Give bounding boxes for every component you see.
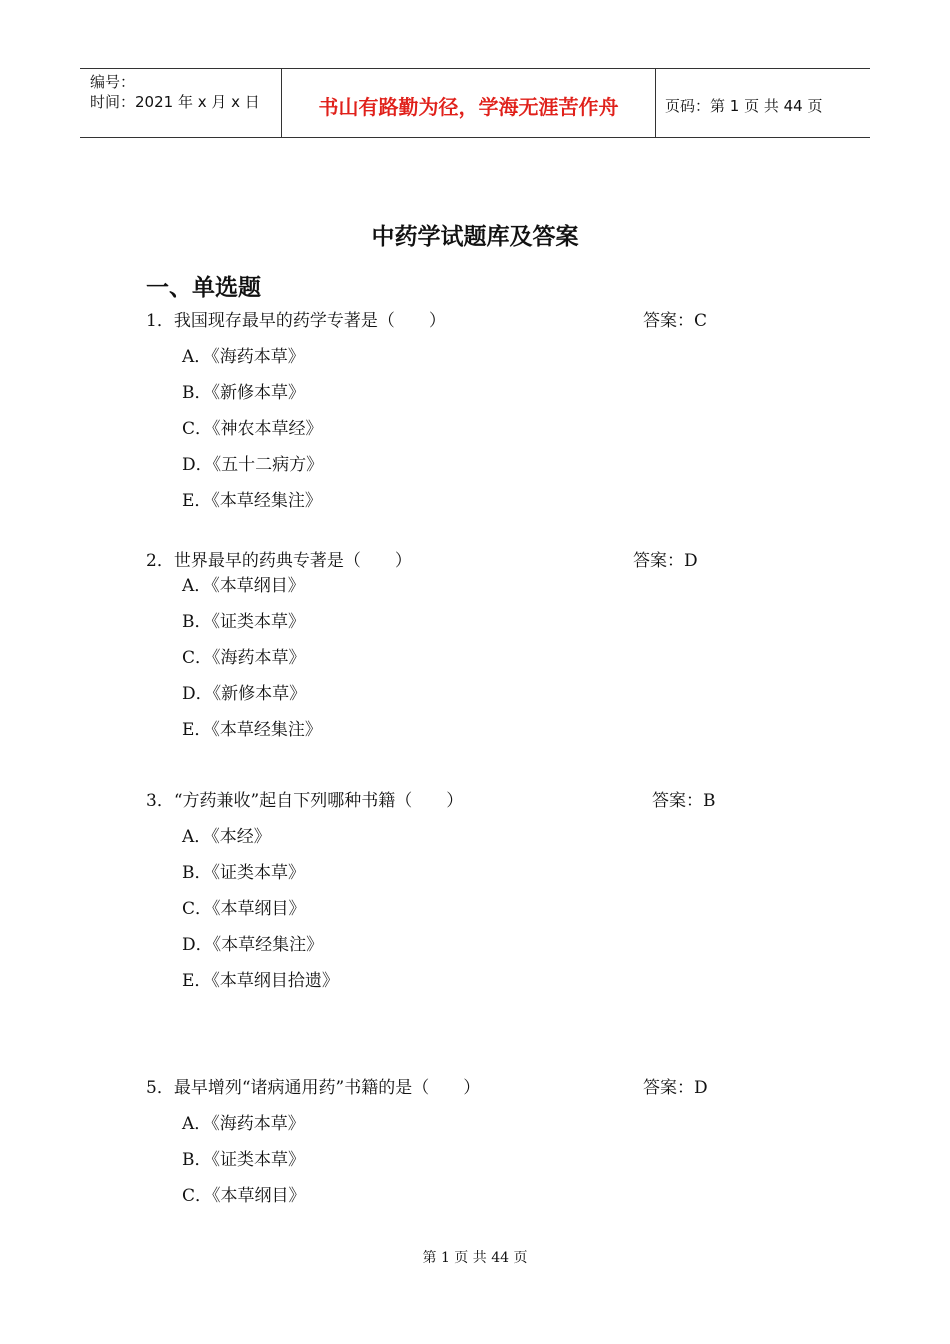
header-time: 时间：2021 年 x 月 x 日	[90, 93, 260, 111]
header-motto: 书山有路勤为径，学海无涯苦作舟	[282, 69, 656, 137]
q2-option-c: C．《海药本草》	[182, 648, 306, 668]
q3-option-c: C．《本草纲目》	[182, 899, 306, 919]
header-number: 编号：	[90, 73, 136, 91]
q5-option-b: B．《证类本草》	[182, 1150, 305, 1170]
q1-option-e: E．《本草经集注》	[182, 491, 322, 511]
question-2: 2．世界最早的药典专著是（ ）	[146, 551, 412, 571]
q5-option-a: A．《海药本草》	[182, 1114, 305, 1134]
answer-3: 答案：B	[652, 791, 716, 811]
section-title: 一、单选题	[146, 275, 261, 301]
question-3: 3．“方药兼收”起自下列哪种书籍（ ）	[146, 791, 464, 811]
header-page-info: 页码：第 1 页 共 44 页	[665, 96, 823, 115]
question-1: 1．我国现存最早的药学专著是（ ）	[146, 311, 446, 331]
q1-option-c: C．《神农本草经》	[182, 419, 323, 439]
q3-option-a: A．《本经》	[182, 827, 271, 847]
q5-option-c: C．《本草纲目》	[182, 1186, 306, 1206]
answer-5: 答案：D	[643, 1078, 708, 1098]
q3-option-e: E．《本草纲目拾遗》	[182, 971, 339, 991]
q1-option-b: B．《新修本草》	[182, 383, 305, 403]
question-5: 5．最早增列“诸病通用药”书籍的是（ ）	[146, 1078, 481, 1098]
document-title: 中药学试题库及答案	[371, 224, 579, 250]
page-header	[80, 68, 870, 138]
q2-option-d: D．《新修本草》	[182, 684, 307, 704]
page-footer: 第 1 页 共 44 页	[422, 1250, 528, 1266]
answer-2: 答案：D	[633, 551, 698, 571]
q3-option-b: B．《证类本草》	[182, 863, 305, 883]
header-meta	[80, 69, 282, 137]
q2-option-b: B．《证类本草》	[182, 612, 305, 632]
q1-option-d: D．《五十二病方》	[182, 455, 324, 475]
q3-option-d: D．《本草经集注》	[182, 935, 324, 955]
q2-option-e: E．《本草经集注》	[182, 720, 322, 740]
q1-option-a: A．《海药本草》	[182, 347, 305, 367]
q2-option-a: A．《本草纲目》	[182, 576, 305, 596]
answer-1: 答案：C	[643, 311, 708, 331]
